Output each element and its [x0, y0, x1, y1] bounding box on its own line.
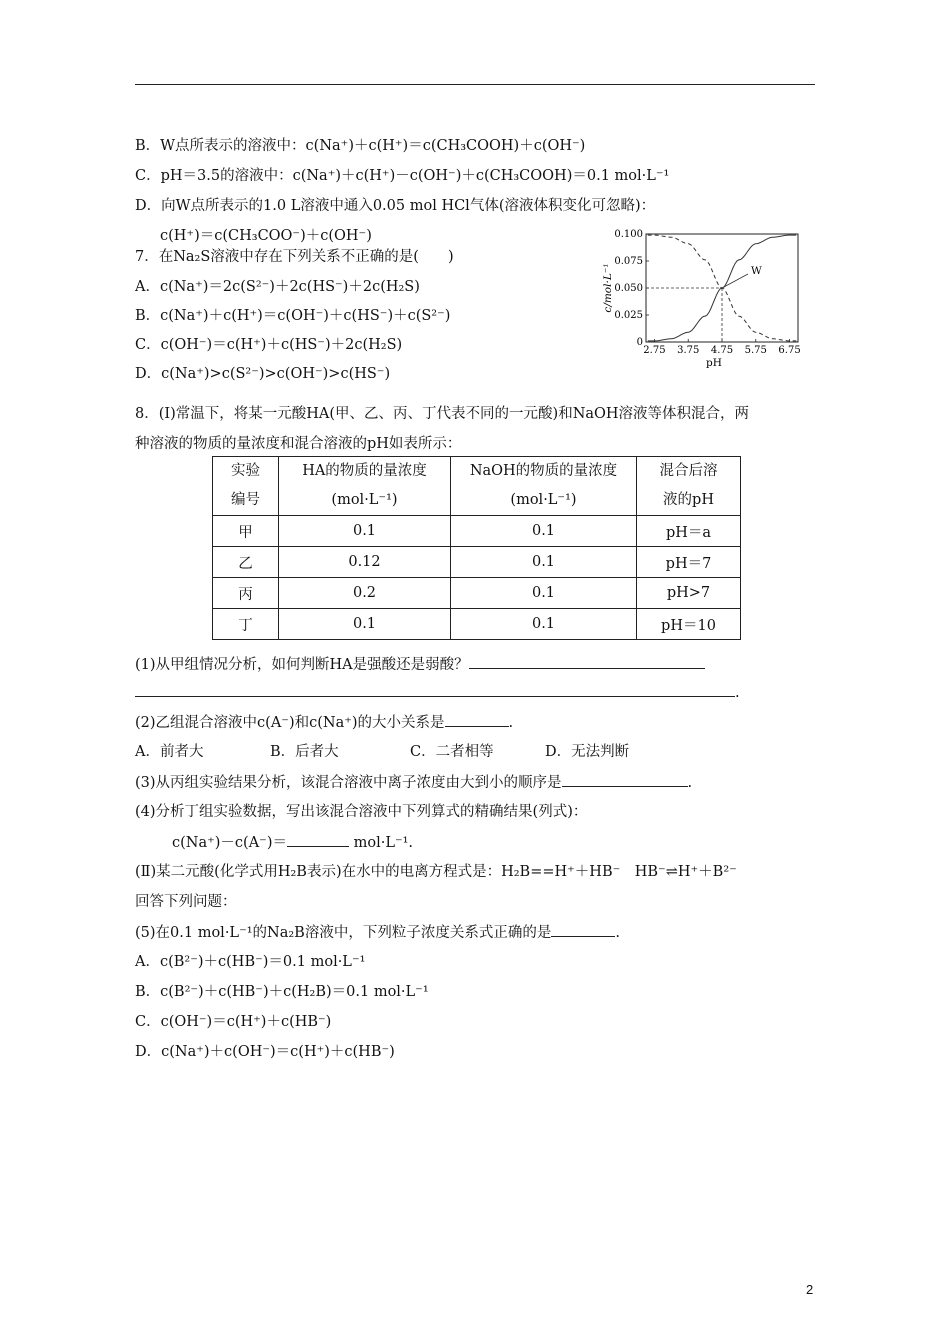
- table-header-cell: 实验 编号: [213, 457, 279, 516]
- table-cell: pH＝a: [637, 516, 741, 547]
- y-tick-label: 0.075: [614, 256, 643, 267]
- answer-blank[interactable]: [287, 832, 349, 847]
- q7-option-b: B．c(Na⁺)＋c(H⁺)＝c(OH⁻)＋c(HS⁻)＋c(S²⁻): [135, 308, 451, 324]
- q8-part5-option-c: C．c(OH⁻)＝c(H⁺)＋c(HB⁻): [135, 1014, 332, 1030]
- q8-part2-intro-cont: 回答下列问题：: [135, 894, 237, 910]
- table-row: [213, 578, 741, 609]
- table-header-row: [213, 457, 741, 516]
- q7-option-a: A．c(Na⁺)＝2c(S²⁻)＋2c(HS⁻)＋2c(H₂S): [135, 279, 420, 295]
- answer-blank[interactable]: [469, 654, 705, 669]
- q8-part4-formula: c(Na⁺)－c(A⁻)＝ mol·L⁻¹.: [172, 832, 413, 853]
- q8-intro-line1: 8．(Ⅰ)常温下，将某一元酸HA(甲、乙、丙、丁代表不同的一元酸)和NaOH溶液等体积混合，两: [135, 406, 750, 422]
- table-header-cell: NaOH的物质的量浓度 (mol·L⁻¹): [451, 457, 637, 516]
- q8-part5-option-b: B．c(B²⁻)＋c(HB⁻)＋c(H₂B)＝0.1 mol·L⁻¹: [135, 984, 429, 1000]
- x-tick-label: 4.75: [710, 345, 734, 356]
- option-d: D．无法判断: [545, 744, 630, 760]
- w-label: W: [751, 265, 762, 277]
- table-cell: 0.12: [279, 547, 451, 578]
- table-cell: 乙: [213, 547, 279, 578]
- y-tick-label: 0.100: [614, 229, 643, 240]
- table-cell: pH>7: [637, 578, 741, 609]
- x-axis-label: pH: [706, 357, 722, 369]
- q7-option-c: C．c(OH⁻)＝c(H⁺)＋c(HS⁻)＋2c(H₂S): [135, 337, 403, 353]
- concentration-ph-chart: [598, 222, 808, 374]
- q6-option-d: D．向W点所表示的1.0 L溶液中通入0.05 mol HCl气体(溶液体积变化可忽略)：: [135, 198, 656, 214]
- table-cell: 丙: [213, 578, 279, 609]
- table-cell: 0.1: [451, 547, 637, 578]
- q8-part4: (4)分析丁组实验数据，写出该混合溶液中下列算式的精确结果(列式)：: [135, 804, 588, 820]
- q8-part2-options: [135, 742, 629, 762]
- q8-part2-intro: (Ⅱ)某二元酸(化学式用H₂B表示)在水中的电离方程式是：H₂B==H⁺＋HB⁻ HB⁻⇌H⁺＋B²⁻: [135, 864, 737, 880]
- option-a: A．前者大: [135, 744, 204, 760]
- q8-part5-option-a: A．c(B²⁻)＋c(HB⁻)＝0.1 mol·L⁻¹: [135, 954, 366, 970]
- table-header-cell: HA的物质的量浓度 (mol·L⁻¹): [279, 457, 451, 516]
- q8-part1-cont: .: [135, 682, 740, 703]
- table-cell: 0.1: [451, 578, 637, 609]
- y-tick-label: 0.025: [614, 310, 643, 321]
- x-tick-label: 6.75: [778, 345, 801, 356]
- table-row: [213, 547, 741, 578]
- q6-option-c: C．pH＝3.5的溶液中：c(Na⁺)＋c(H⁺)－c(OH⁻)＋c(CH₃COOH)＝0.1 mol·L⁻¹: [135, 168, 670, 184]
- q8-intro-line2: 种溶液的物质的量浓度和混合溶液的pH如表所示：: [135, 436, 462, 452]
- q8-part2: (2)乙组混合溶液中c(A⁻)和c(Na⁺)的大小关系是 .: [135, 712, 513, 733]
- q8-part5: (5)在0.1 mol·L⁻¹的Na₂B溶液中，下列粒子浓度关系式正确的是 .: [135, 922, 620, 943]
- w-pointer: [722, 274, 748, 288]
- table-cell: 0.1: [451, 516, 637, 547]
- y-axis-label: c/mol·L⁻¹: [602, 263, 614, 313]
- x-tick-label: 2.75: [643, 345, 666, 356]
- table-cell: pH＝7: [637, 547, 741, 578]
- answer-blank[interactable]: [445, 712, 509, 727]
- q8-part5-option-d: D．c(Na⁺)＋c(OH⁻)＝c(H⁺)＋c(HB⁻): [135, 1044, 395, 1060]
- table-cell: 0.1: [279, 516, 451, 547]
- table-cell: 0.2: [279, 578, 451, 609]
- y-tick-label: 0.050: [614, 283, 643, 294]
- q7-stem: 7．在Na₂S溶液中存在下列关系不正确的是( ): [135, 249, 454, 265]
- table-cell: 甲: [213, 516, 279, 547]
- table-cell: 0.1: [279, 609, 451, 640]
- page-number: 2: [806, 1282, 814, 1297]
- option-b: B．后者大: [270, 744, 339, 760]
- y-tick-label: 0: [636, 337, 643, 348]
- table-row: [213, 516, 741, 547]
- answer-blank[interactable]: [562, 772, 688, 787]
- table-header-cell: 混合后溶 液的pH: [637, 457, 741, 516]
- q6-option-d-cont: c(H⁺)＝c(CH₃COO⁻)＋c(OH⁻): [160, 228, 372, 244]
- table-row: [213, 609, 741, 640]
- q6-option-b: B．W点所表示的溶液中：c(Na⁺)＋c(H⁺)＝c(CH₃COOH)＋c(OH⁻): [135, 138, 586, 154]
- table-cell: 丁: [213, 609, 279, 640]
- x-tick-label: 3.75: [677, 345, 700, 356]
- x-tick-label: 5.75: [744, 345, 767, 356]
- experiment-table: [212, 456, 741, 640]
- q8-part1: (1)从甲组情况分析，如何判断HA是强酸还是弱酸？: [135, 654, 705, 675]
- q8-part3: (3)从丙组实验结果分析，该混合溶液中离子浓度由大到小的顺序是 .: [135, 772, 692, 793]
- answer-blank[interactable]: [551, 922, 615, 937]
- table-cell: pH＝10: [637, 609, 741, 640]
- option-c: C．二者相等: [410, 744, 494, 760]
- header-rule: [135, 84, 815, 85]
- table-cell: 0.1: [451, 609, 637, 640]
- answer-blank[interactable]: [135, 682, 735, 697]
- q7-option-d: D．c(Na⁺)>c(S²⁻)>c(OH⁻)>c(HS⁻): [135, 366, 391, 382]
